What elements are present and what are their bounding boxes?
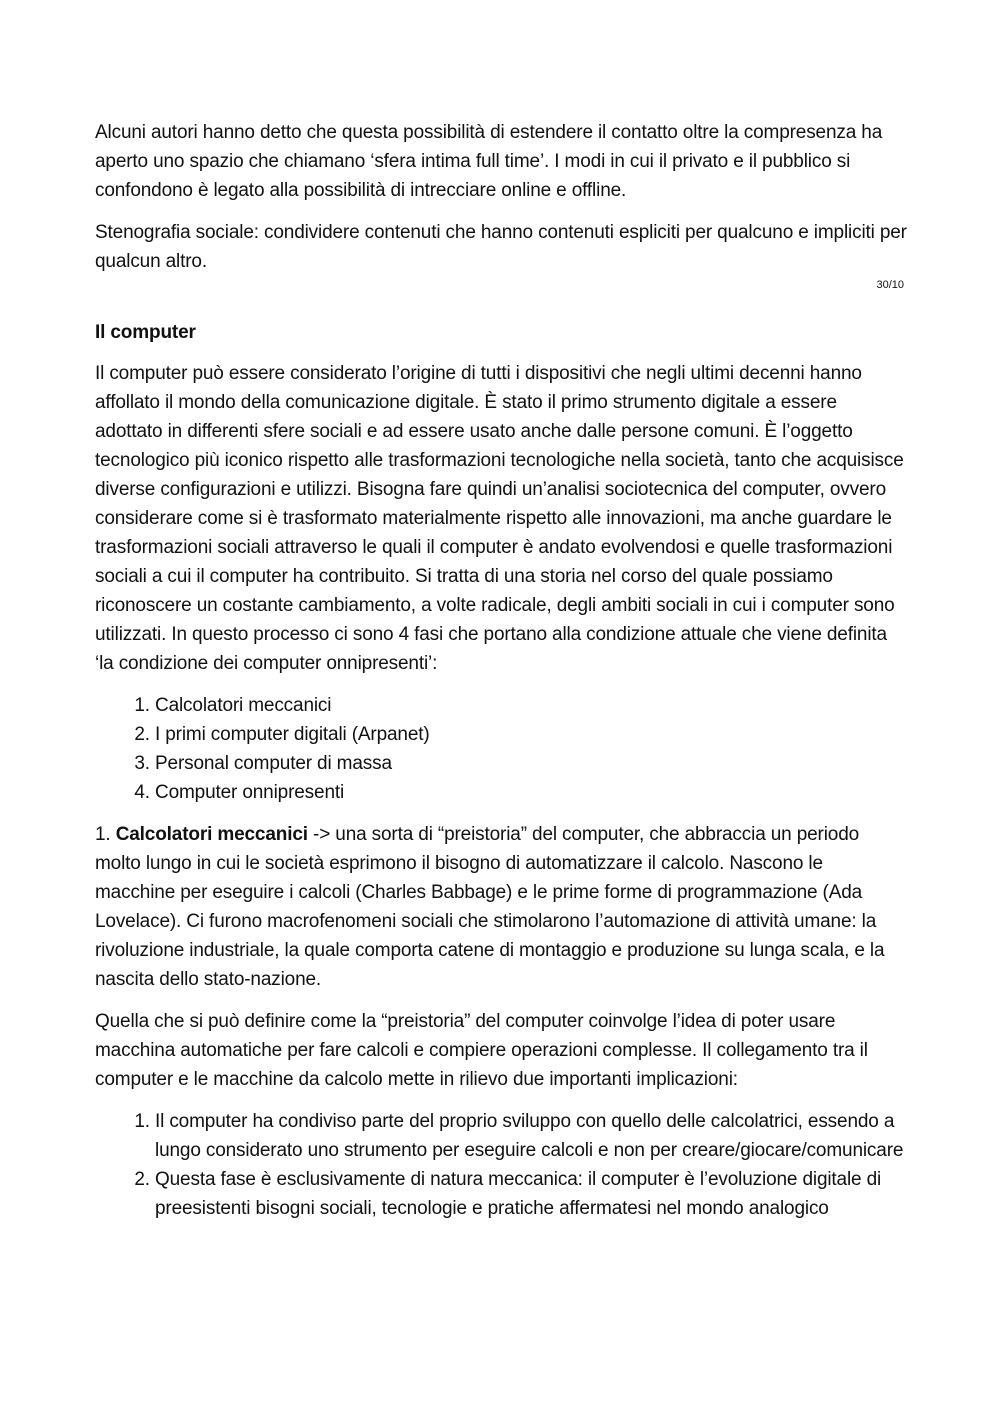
intro-paragraph-2: Stenografia sociale: condividere contenuti che hanno contenuti espliciti per qualcuno e impliciti per qualcun altro. bbox=[95, 222, 907, 272]
phase1-number: 1. bbox=[95, 824, 111, 845]
list-item: 1. Il computer ha condiviso parte del proprio sviluppo con quello delle calcolatrici, essendo a lungo considerato uno strumento per eseguire calcoli e non per creare/giocare/comunicare bbox=[155, 1107, 907, 1165]
phase1-text: -> una sorta di “preistoria” del computer, che abbraccia un periodo molto lungo in cui le società esprimono il bisogno di automatizzare il calcolo. Nascono le macchine per eseguire i calcoli (Charles Babbage) e le prime forme di programmazione (Ada Lovelace). Ci furono macrofenomeni sociali che stimolarono l’automazione di attività umane: la rivoluzione industriale, la quale comporta catene di montaggio e produzione su lunga scala, e la nascita dello stato-nazione. bbox=[95, 824, 885, 990]
phases-list bbox=[95, 691, 907, 807]
date-label: 30/10 bbox=[876, 279, 904, 291]
intro-paragraph-1: Alcuni autori hanno detto che questa possibilità di estendere il contatto oltre la compresenza ha aperto uno spazio che chiamano ‘sfera intima full time’. I modi in cui il privato e il pubblico si confondono è legato alla possibilità di intrecciare online e offline. bbox=[95, 122, 883, 201]
section-paragraph-1: Il computer può essere considerato l’origine di tutti i dispositivi che negli ultimi decenni hanno affollato il mondo della comunicazione digitale. È stato il primo strumento digitale a essere adottato in differenti sfere sociali e ad essere usato anche dalle persone comuni. È l’oggetto tecnologico più iconico rispetto alle trasformazioni tecnologiche nella società, tanto che acquisisce diverse configurazioni e utilizzi. Bisogna fare quindi un’analisi sociotecnica del computer, ovvero considerare come si è trasformato materialmente rispetto alle innovazioni, ma anche guardare le trasformazioni sociali attraverso le quali il computer è andato evolvendosi e quelle trasformazioni sociali a cui il computer ha contribuito. Si tratta di una storia nel corso del quale possiamo riconoscere un costante cambiamento, a volte radicale, degli ambiti sociali in cui i computer sono utilizzati. In questo processo ci sono 4 fasi che portano alla condizione attuale che viene definita ‘la condizione dei computer onnipresenti’: bbox=[95, 363, 904, 674]
list-item: 2. I primi computer digitali (Arpanet) bbox=[155, 720, 907, 749]
list-item: 1. Calcolatori meccanici bbox=[155, 691, 907, 720]
list-item: 3. Personal computer di massa bbox=[155, 749, 907, 778]
document-page bbox=[95, 118, 907, 1236]
section-title: Il computer bbox=[95, 322, 196, 343]
implications-list bbox=[95, 1107, 907, 1223]
section-paragraph-2: Quella che si può definire come la “preistoria” del computer coinvolge l’idea di poter usare macchina automatiche per fare calcoli e compiere operazioni complesse. Il collegamento tra il computer e le macchine da calcolo mette in rilievo due importanti implicazioni: bbox=[95, 1011, 868, 1090]
list-item: 2. Questa fase è esclusivamente di natura meccanica: il computer è l’evoluzione digitale di preesistenti bisogni sociali, tecnologie e pratiche affermatesi nel mondo analogico bbox=[155, 1165, 907, 1223]
list-item: 4. Computer onnipresenti bbox=[155, 778, 907, 807]
phase1-paragraph bbox=[95, 820, 907, 994]
phase1-title: Calcolatori meccanici bbox=[115, 824, 308, 845]
